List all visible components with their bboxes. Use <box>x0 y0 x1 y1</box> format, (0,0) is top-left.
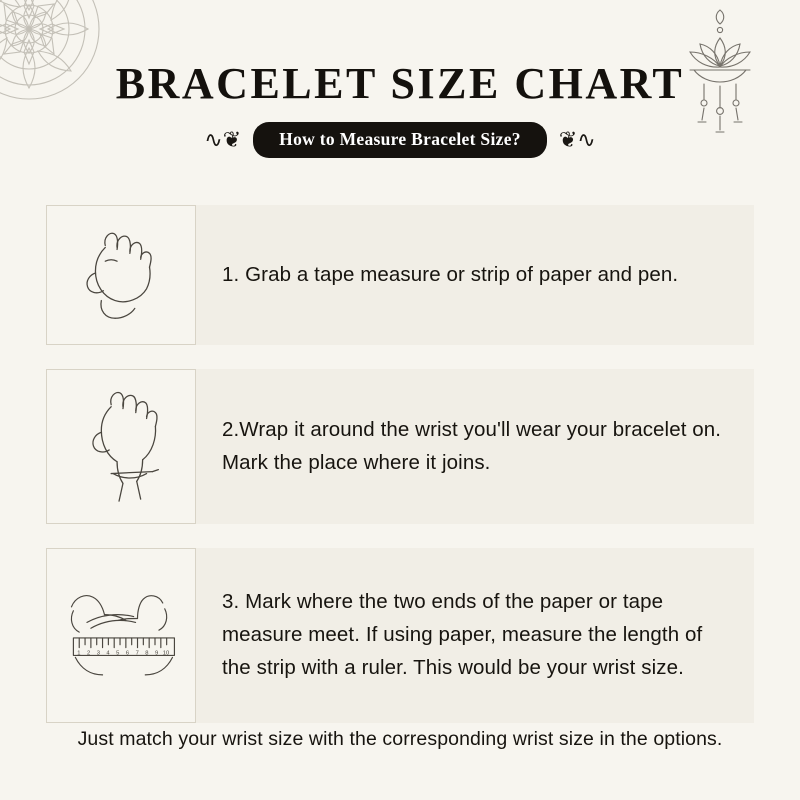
svg-text:9: 9 <box>155 649 159 656</box>
step-3-illustration-frame <box>46 548 196 723</box>
step-item <box>46 369 754 524</box>
svg-text:8: 8 <box>145 649 149 656</box>
svg-text:1: 1 <box>77 649 81 656</box>
step-1-text: 1. Grab a tape measure or strip of paper and pen. <box>222 262 679 286</box>
flourish-right-icon: ❦∿ <box>558 127 596 152</box>
page-title: BRACELET SIZE CHART <box>115 59 685 108</box>
svg-text:3: 3 <box>96 649 100 656</box>
svg-text:7: 7 <box>135 649 139 656</box>
hand-holding-tape-icon <box>62 216 180 334</box>
steps-list <box>46 205 754 747</box>
subtitle-banner <box>0 122 800 158</box>
svg-text:5: 5 <box>116 649 120 656</box>
step-2-text: 2.Wrap it around the wrist you'll wear your bracelet on. Mark the place where it joins. <box>222 417 722 474</box>
step-item <box>46 548 754 723</box>
svg-text:6: 6 <box>125 649 130 656</box>
step-2-illustration-frame <box>46 369 196 524</box>
step-1-illustration-frame <box>46 205 196 345</box>
svg-text:2: 2 <box>87 649 91 656</box>
svg-text:4: 4 <box>106 649 110 656</box>
footer-note: Just match your wrist size with the corresponding wrist size in the options. <box>77 728 723 750</box>
step-item <box>46 205 754 345</box>
hands-measuring-strip-with-ruler-icon <box>48 568 194 704</box>
flourish-left-icon: ∿❦ <box>204 127 242 152</box>
subtitle-pill: How to Measure Bracelet Size? <box>253 122 547 158</box>
wrist-wrapped-with-tape-icon <box>62 383 180 511</box>
svg-text:10: 10 <box>162 649 170 656</box>
step-3-text: 3. Mark where the two ends of the paper or tape measure meet. If using paper, measure the length of the strip with a ruler. This would be your wrist size. <box>222 590 703 679</box>
